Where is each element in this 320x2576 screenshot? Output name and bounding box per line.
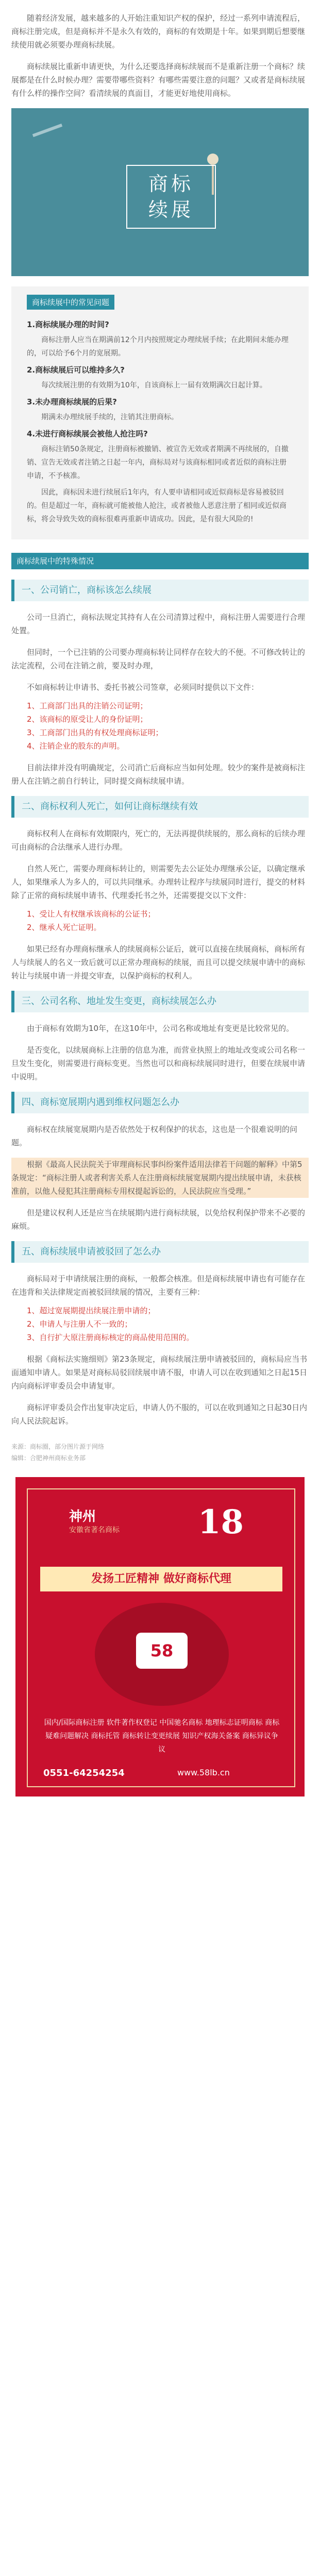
section-heading: 三、公司名称、地址发生变更，商标续展怎么办	[11, 991, 309, 1012]
hero-title-line: 续展	[148, 198, 194, 221]
section-heading: 四、商标宽展期内遇到维权问题怎么办	[11, 1092, 309, 1113]
promo-slogan: 发扬工匠精神 做好商标代理	[40, 1567, 282, 1591]
body-paragraph: 商标权在续展宽展期内是否依然处于权利保护的状态，这也是一个很难说明的问题。	[11, 1125, 298, 1147]
section-banner: 商标续展中的特殊情况	[11, 553, 309, 569]
phone-number[interactable]: 0551-64254254	[43, 1768, 125, 1778]
list-item: 3、工商部门出具的有权处理商标证明；	[27, 728, 163, 737]
promo-frame	[27, 1488, 295, 1787]
section-body	[0, 611, 320, 788]
body-paragraph: 但同时，一个已注销的公司要办理商标转让同样存在较大的不便。不可修改转让的法定流程，公司在注销之前，要及时办理，	[11, 648, 306, 670]
faq-answer: 商标注册人应当在期满前12个月内按照规定办理续展手续；在此期间未能办理的，可以给予6个月的宽展期。	[27, 336, 289, 358]
section-body	[0, 1022, 320, 1083]
intro-paragraph: 随着经济发展，越来越多的人开始注重知识产权的保护，经过一系列申请流程后，商标注册完成，但是商标并不是永久有效的，商标的有效期是十年。如果到期后想要继续使用就必须要办理商标续展。	[11, 13, 306, 49]
hero-title-line: 商标	[148, 173, 194, 195]
section-heading: 五、商标续展申请被驳回了怎么办	[11, 1241, 309, 1263]
hero-title-box	[126, 165, 216, 229]
requirement-list	[11, 699, 309, 753]
faq-question: 4.未进行商标续展会被他人抢注吗?	[27, 429, 148, 438]
body-paragraph: 自然人死亡，需要办理商标转让的，则需要先去公证处办理继承公证，以确定继承人，如果继承人为多人的，可以共同继承。办理转让程序与续展同时进行，提交的材料除了正常的商标续展申请书、代理委托书之外，还需要提交以下文件：	[11, 864, 306, 900]
section-body	[0, 827, 320, 982]
body-paragraph: 如果已经有办理商标继承人的续展商标公证后，就可以直接在续展商标，商标所有人与续展人的名义一致后就可以正常办理商标的续展，而且可以提交续展申请中的商标转让与续展申请一并提交审查，以保护商标的权利人。	[11, 944, 306, 980]
faq-answer: 每次续展注册的有效期为10年，自该商标上一届有效期满次日起计算。	[41, 381, 267, 389]
body-paragraph: 但是建议权利人还是应当在续展期内进行商标续展，以免给权利保护带来不必要的麻烦。	[11, 1208, 306, 1231]
body-paragraph: 商标权利人在商标有效期限内，死亡的，无法再提供续展的，那么商标的后续办理可由商标的合法继承人进行办理。	[11, 829, 306, 852]
website-link[interactable]: www.58lb.cn	[177, 1768, 230, 1777]
anniversary-number: 18	[198, 1503, 244, 1541]
faq-question: 3.未办理商标续展的后果?	[27, 397, 117, 406]
highlighted-paragraph: 根据《最高人民法院关于审理商标民事纠纷案件适用法律若干问题的解释》中第5条规定：“商标注册人或者利害关系人在注册商标续展宽展期内提出续展申请，未获核准前，以他人侵犯其注册商标专用权提起诉讼的，人民法院应当受理。”	[11, 1158, 309, 1198]
pin-icon	[207, 154, 218, 165]
faq-question: 1.商标续展办理的时间?	[27, 320, 109, 329]
faq-box	[11, 286, 309, 539]
section-body	[0, 1272, 320, 1428]
badge-58-icon: 58	[136, 1633, 188, 1669]
faq-answer: 期满未办理续展手续的，注销其注册商标。	[41, 413, 178, 421]
requirement-list	[11, 907, 309, 934]
faq-title: 商标续展中的常见问题	[27, 295, 114, 310]
body-paragraph: 目前法律并没有明确规定，公司消亡后商标应当如何处理。较少的案件是被商标注册人在注销之前自行转让，同时提交商标续展申请。	[11, 763, 306, 786]
faq-answer: 商标注销50条规定，注册商标被撤销、被宣告无效或者期满不再续展的，自撤销、宣告无效或者注销之日起一年内，商标局对与该商标相同或者近似的商标注册申请，不予核准。	[27, 445, 289, 480]
requirement-list	[11, 1304, 309, 1344]
list-item: 1、超过宽展期提出续展注册申请的；	[27, 1306, 156, 1315]
editor-line: 编辑：合肥神州商标业务部	[11, 1454, 86, 1462]
list-item: 1、受让人有权继承该商标的公证书；	[27, 909, 156, 919]
intro-paragraph: 商标续展比重新申请更快，为什么还要选择商标续展而不是重新注册一个商标？续展都是在什么时候办理？需要带哪些资料？有哪些需要注意的问题？又或者是商标续展有什么样的操作空间？看清续展的真面目，才能更好地使用商标。	[11, 62, 306, 98]
source-line: 来源：商标圈，部分图片源于网络	[11, 1443, 105, 1450]
body-paragraph: 商标局对于申请续展注册的商标，一般都会核准。但是商标续展申请也有可能存在在违背和关法律规定而被驳回续展的情况，主要有三种：	[11, 1274, 306, 1297]
lamp-decoration	[32, 124, 62, 137]
faq-answer: 因此，商标因未进行续展后1年内，有人要申请相同或近似商标是容易被驳回的。但是超过一年，商标就可能被他人抢注，或者被他人恶意注册了相同或近似商标，将会导致失效的商标很难再重新申请成功。因此，是有很大风险的!	[27, 488, 287, 523]
list-item: 4、注销企业的股东的声明。	[27, 741, 125, 751]
section-heading: 二、商标权利人死亡，如何让商标继续有效	[11, 796, 309, 818]
body-paragraph: 是否变化，以续展商标上注册的信息为准，而营业执照上的地址改变或公司名称一旦发生变化，则需要进行商标变更。当然也可以和商标续展同时进行，但要在续展申请中说明。	[11, 1045, 306, 1081]
list-item: 1、工商部门出具的注销公司证明；	[27, 701, 148, 710]
article-footnote	[0, 1436, 320, 1464]
brand-logo: 神州	[69, 1509, 96, 1524]
intro-section	[0, 0, 320, 100]
body-paragraph: 公司一旦消亡，商标法规定其持有人在公司清算过程中，商标注册人需要进行合理处置。	[11, 613, 306, 635]
services-list: 国内/国际商标注册 软件著作权登记 中国驰名商标 地理标志证明商标 商标疑难问题解决 商标托管 商标转让变更续展 知识产权海关备案 商标异议争议	[44, 1719, 280, 1754]
body-paragraph: 由于商标有效期为10年，在这10年中，公司名称或地址有变更是比较常见的。	[27, 1024, 294, 1033]
section-heading: 一、公司销亡，商标该怎么续展	[11, 580, 309, 601]
list-item: 3、自行扩大原注册商标核定的商品使用范围的。	[27, 1333, 194, 1342]
faq-question: 2.商标续展后可以维持多久?	[27, 365, 125, 375]
body-paragraph: 不如商标转让申请书、委托书被公司签章，必须同时提供以下文件：	[27, 683, 259, 692]
body-paragraph: 根据《商标法实施细则》第23条规定，商标续展注册申请被驳回的，商标局应当书面通知申请人。如果是对商标局驳回续展申请不服，申请人可以在收到通知之日起15日内向商标评审委员会申请复审。	[11, 1354, 308, 1391]
section-body	[0, 1123, 320, 1233]
promo-banner[interactable]	[15, 1477, 305, 1797]
brand-subtitle: 安徽省著名商标	[69, 1526, 120, 1534]
list-item: 2、继承人死亡证明。	[27, 923, 102, 932]
list-item: 2、申请人与注册人不一致的；	[27, 1319, 132, 1329]
list-item: 2、该商标的原受让人的身份证明；	[27, 715, 148, 724]
hero-image	[11, 108, 309, 276]
body-paragraph: 商标评审委员会作出复审决定后，申请人仍不服的，可以在收到通知之日起30日内向人民法院起诉。	[11, 1403, 308, 1426]
